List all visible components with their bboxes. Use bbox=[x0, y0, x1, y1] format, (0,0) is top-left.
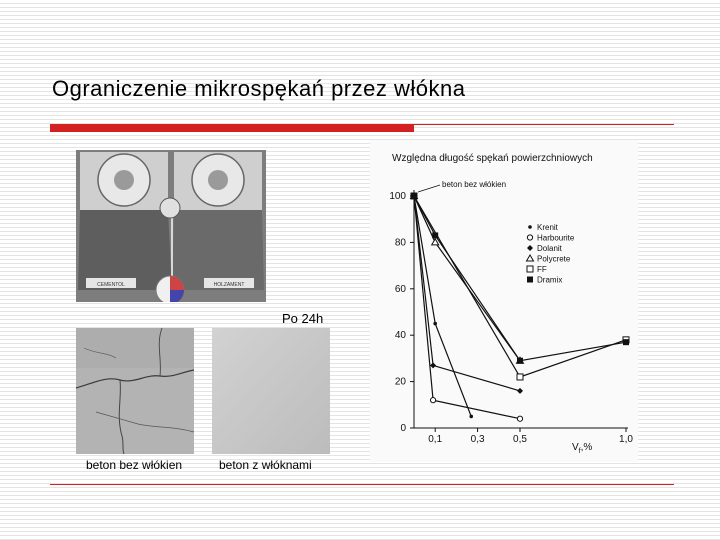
series-line bbox=[414, 196, 626, 361]
legend-item bbox=[527, 255, 571, 264]
chart-annotation-pointer bbox=[418, 185, 440, 192]
chart-annotation: beton bez włókien bbox=[442, 180, 507, 189]
chart-x-axis-label: $V_f,\%$ bbox=[572, 442, 593, 455]
legend-marker bbox=[527, 245, 533, 251]
legend-marker bbox=[527, 235, 532, 240]
legend-label: Dolanit bbox=[537, 244, 562, 253]
y-tick-label: 80 bbox=[394, 237, 406, 249]
data-point bbox=[623, 339, 629, 345]
series-krenit bbox=[412, 194, 473, 418]
legend-label: Polycrete bbox=[537, 254, 571, 264]
y-tick-label: 100 bbox=[389, 191, 406, 202]
title-divider-line bbox=[414, 124, 674, 125]
y-tick-label: 0 bbox=[400, 423, 406, 434]
data-point bbox=[430, 362, 436, 368]
x-tick-label: 0,3 bbox=[470, 434, 485, 445]
caption-concrete-without-fibers: beton bez włókien bbox=[86, 458, 183, 472]
series-ff bbox=[411, 193, 629, 380]
legend-label: Harbourite bbox=[537, 233, 575, 243]
data-point bbox=[433, 322, 437, 326]
photo-concrete-with-fibers bbox=[212, 328, 330, 454]
legend-marker bbox=[528, 225, 532, 229]
x-tick-label: 1,0 bbox=[619, 434, 633, 445]
data-point bbox=[517, 358, 523, 364]
crack-length-chart bbox=[370, 140, 638, 462]
photo-test-setup bbox=[76, 150, 266, 302]
legend-item bbox=[527, 234, 575, 243]
x-tick-label: 0,1 bbox=[428, 434, 443, 445]
data-point bbox=[469, 415, 473, 419]
caption-concrete-with-fibers: beton z włóknami bbox=[219, 458, 312, 472]
legend-item bbox=[528, 223, 558, 232]
y-tick-label: 20 bbox=[394, 376, 406, 388]
chart-title: Względna długość spękań powierzchniowych bbox=[392, 153, 593, 164]
legend-item bbox=[527, 244, 563, 253]
legend-label: Krenit bbox=[537, 223, 558, 232]
legend-item bbox=[527, 276, 562, 285]
legend-label: FF bbox=[537, 265, 547, 274]
data-point bbox=[430, 398, 435, 403]
caption-after-24h: Po 24h bbox=[282, 311, 324, 326]
legend-label: Dramix bbox=[537, 275, 563, 285]
legend-marker bbox=[527, 266, 533, 272]
title-accent-bar bbox=[50, 124, 414, 132]
legend-item bbox=[527, 265, 547, 274]
slide-title: Ograniczenie mikrospękań przez włókna bbox=[52, 76, 466, 101]
data-point bbox=[517, 416, 522, 421]
data-point bbox=[517, 374, 523, 380]
y-tick-label: 60 bbox=[394, 283, 406, 295]
data-point bbox=[432, 232, 438, 238]
footer-divider-line bbox=[50, 484, 674, 485]
series-dramix bbox=[411, 193, 629, 364]
photo-label-left: CEMENTOL bbox=[97, 282, 125, 288]
series-line bbox=[414, 196, 471, 416]
data-point bbox=[411, 193, 417, 199]
series-dolanit bbox=[411, 193, 523, 394]
photo-concrete-without-fibers bbox=[76, 328, 194, 454]
legend-marker bbox=[527, 277, 533, 283]
x-tick-label: 0,5 bbox=[513, 434, 527, 445]
photo-label-right: HOLZAMENT bbox=[213, 282, 245, 288]
legend-marker bbox=[527, 255, 534, 261]
y-tick-label: 40 bbox=[394, 330, 406, 342]
data-point bbox=[517, 388, 523, 394]
